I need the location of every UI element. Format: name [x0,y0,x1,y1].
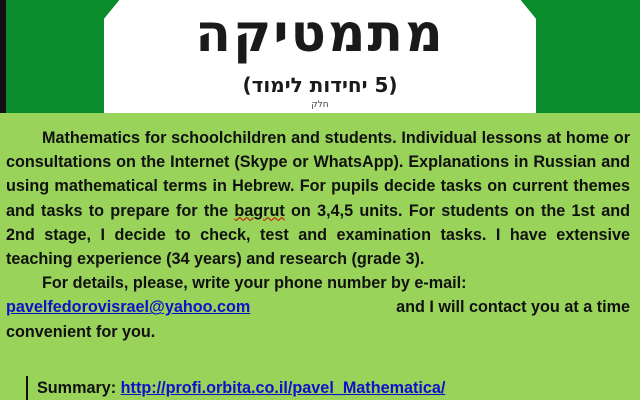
intro-text-start: Mathematics for schoolchildren and students. Individual lessons at home or consultations on the Internet (Skype or WhatsApp). Explanations in Russian and using mathematical terms in Hebrew. For pupils decide tasks on current themes and tasks to prepare for the [6,129,630,220]
banner-edge [0,0,6,113]
email-link[interactable]: pavelfedorovisrael@yahoo.com [6,298,251,317]
bagrut-word: bagrut [234,201,285,220]
intro-paragraph [6,126,630,271]
ad-text [6,126,630,344]
hebrew-title: מתמטיקה [195,4,445,64]
hebrew-subtitle: (5 יחידות לימוד) [242,73,398,97]
contact-instruction: For details, please, write your phone number by e-mail: [42,274,467,293]
summary-line [26,376,445,400]
hebrew-small-text: חלק [311,100,329,110]
summary-label: Summary: [37,379,121,397]
email-line [6,295,630,319]
closing-text: convenient for you. [6,322,156,341]
intro-text-end: on 3,4,5 units. For students on the 1st and 2nd stage, I decide to check, test and examination tasks. I have extensive teaching experience (34 years) and research (grade 3). [6,201,631,269]
after-email-text: and I will contact you at a time [396,298,630,317]
header-banner [0,0,640,113]
summary-link[interactable]: http://profi.orbita.co.il/pavel_Mathematica/ [120,379,446,397]
